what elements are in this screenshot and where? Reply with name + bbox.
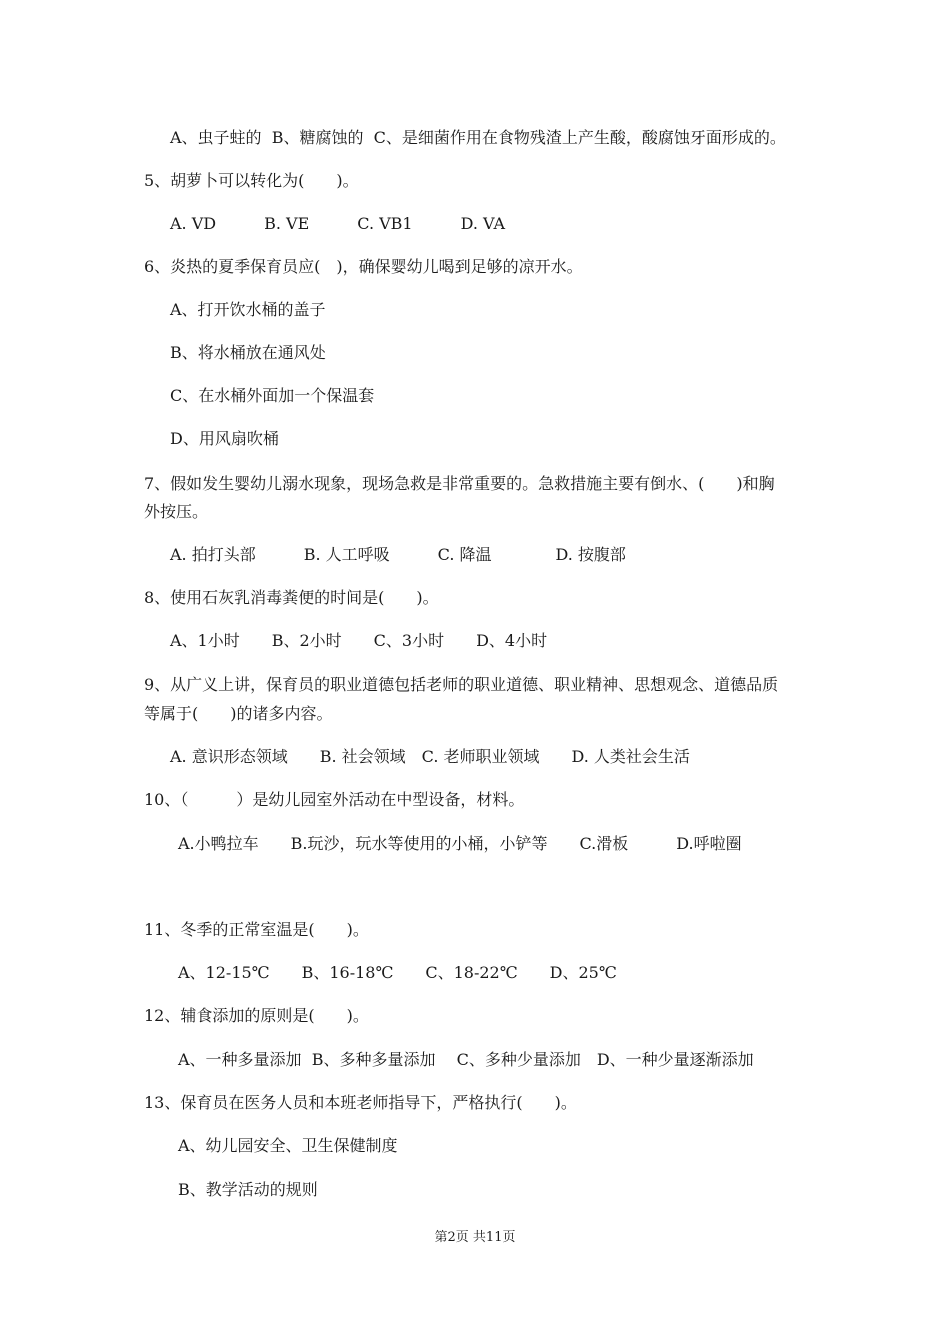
- q12-question: 12、辅食添加的原则是( )。: [144, 1006, 369, 1025]
- q8-options: A、1小时 B、2小时 C、3小时 D、4小时: [170, 631, 548, 650]
- q5-question: 5、胡萝卜可以转化为( )。: [144, 171, 359, 190]
- q6-option-d: D、用风扇吹桶: [170, 429, 279, 448]
- q6-question: 6、炎热的夏季保育员应( )，确保婴幼儿喝到足够的凉开水。: [144, 257, 583, 276]
- q13-question: 13、保育员在医务人员和本班老师指导下，严格执行( )。: [144, 1093, 577, 1112]
- q12-options: A、一种多量添加 B、多种多量添加 C、多种少量添加 D、一种少量逐渐添加: [178, 1050, 754, 1069]
- q7-options: A. 拍打头部 B. 人工呼吸 C. 降温 D. 按腹部: [170, 545, 626, 564]
- q9-options: A. 意识形态领域 B. 社会领域 C. 老师职业领域 D. 人类社会生活: [170, 747, 690, 766]
- q13-option-b: B、教学活动的规则: [178, 1180, 318, 1199]
- q10-question: 10、（ ）是幼儿园室外活动在中型设备，材料。: [144, 790, 525, 809]
- q5-options: A. VD B. VE C. VB1 D. VA: [170, 214, 506, 233]
- q11-question: 11、冬季的正常室温是( )。: [144, 920, 369, 939]
- q7-question-line2: 外按压。: [144, 502, 209, 521]
- q10-options: A.小鸭拉车 B.玩沙，玩水等使用的小桶，小铲等 C.滑板 D.呼啦圈: [178, 834, 742, 853]
- q7-question-line1: 7、假如发生婴幼儿溺水现象，现场急救是非常重要的。急救措施主要有倒水、( )和胸: [144, 474, 775, 493]
- page-footer: 第2页 共11页: [434, 1230, 516, 1245]
- q4-options: A、虫子蛀的 B、糖腐蚀的 C、是细菌作用在食物残渣上产生酸，酸腐蚀牙面形成的。: [170, 128, 786, 147]
- q13-option-a: A、幼儿园安全、卫生保健制度: [178, 1136, 398, 1155]
- q6-option-a: A、打开饮水桶的盖子: [170, 300, 326, 319]
- q8-question: 8、使用石灰乳消毒粪便的时间是( )。: [144, 588, 439, 607]
- q6-option-c: C、在水桶外面加一个保温套: [170, 386, 375, 405]
- q11-options: A、12-15℃ B、16-18℃ C、18-22℃ D、25℃: [178, 963, 617, 982]
- q9-question-line1: 9、从广义上讲，保育员的职业道德包括老师的职业道德、职业精神、思想观念、道德品质: [144, 675, 779, 694]
- q6-option-b: B、将水桶放在通风处: [170, 343, 326, 362]
- q9-question-line2: 等属于( )的诸多内容。: [144, 704, 333, 723]
